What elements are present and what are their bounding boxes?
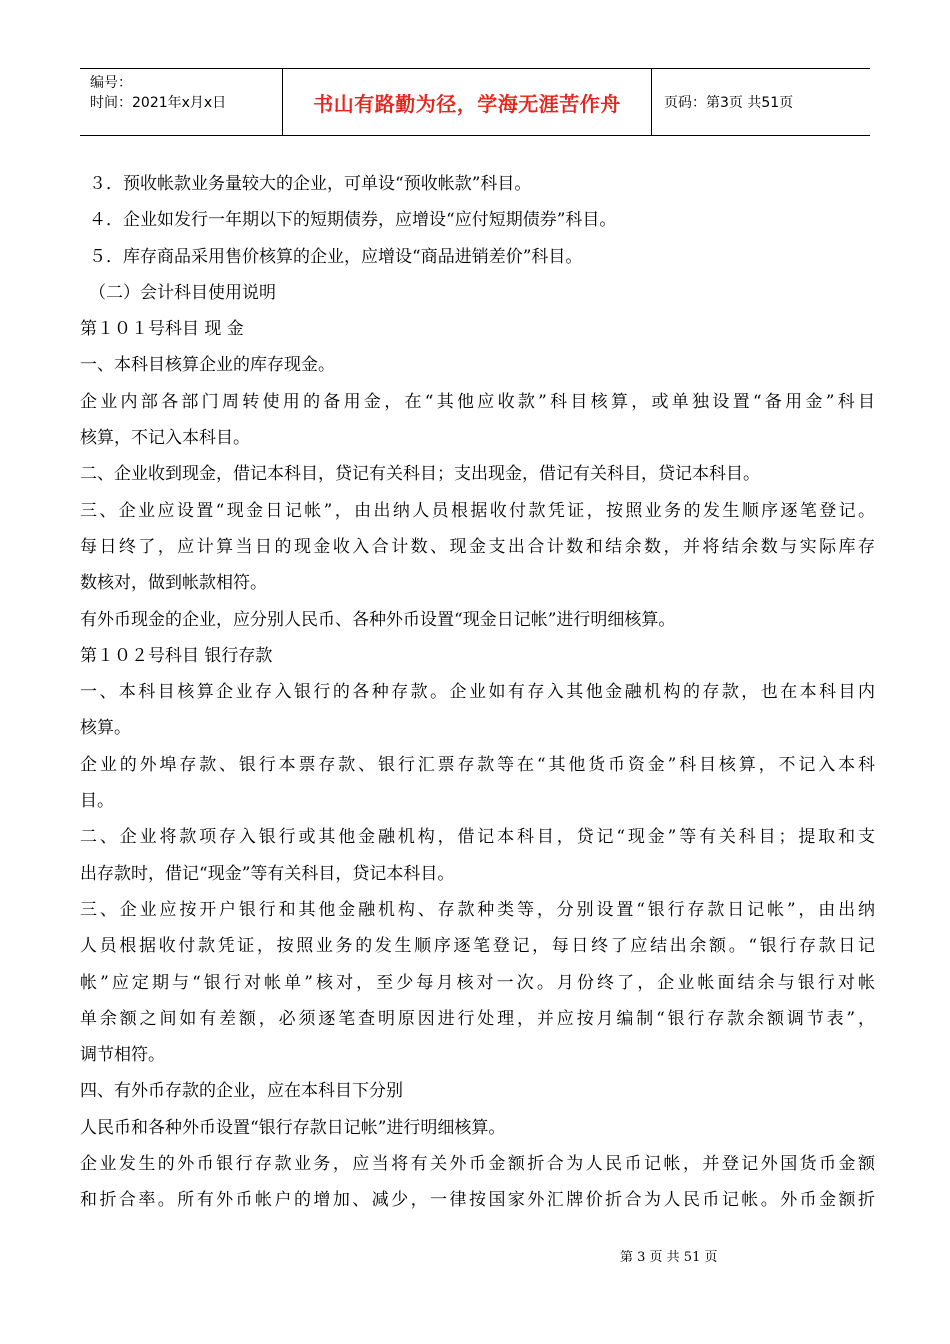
paragraph-line: 企业的外埠存款、银行本票存款、银行汇票存款等在“其他货币资金”科目核算，不记入本科: [80, 754, 875, 775]
header-meta: [80, 69, 282, 135]
paragraph-line: 数核对，做到帐款相符。: [80, 573, 267, 594]
paragraph-line: 每日终了，应计算当日的现金收入合计数、现金支出合计数和结余数，并将结余数与实际库存: [80, 536, 875, 557]
paragraph-line: 有外币现金的企业，应分别人民币、各种外币设置“现金日记帐”进行明细核算。: [80, 609, 676, 630]
paragraph-line: 四、有外币存款的企业，应在本科目下分别: [80, 1081, 403, 1102]
time-label: 时间：2021年x月x日: [90, 95, 227, 111]
paragraph-line: ５．库存商品采用售价核算的企业，应增设“商品进销差价”科目。: [89, 246, 583, 267]
footer-page-number: 第 3 页 共 51 页: [620, 1250, 718, 1265]
paragraph-line: 调节相符。: [80, 1045, 165, 1066]
paragraph-line: 企业内部各部门周转使用的备用金，在“其他应收款”科目核算，或单独设置“备用金”科目: [80, 391, 875, 412]
section-heading: （二）会计科目使用说明: [89, 282, 276, 303]
paragraph-line: 三、企业应设置“现金日记帐”，由出纳人员根据收付款凭证，按照业务的发生顺序逐笔登记。: [80, 500, 875, 521]
paragraph-line: 三、企业应按开户银行和其他金融机构、存款种类等，分别设置“银行存款日记帐”，由出纳: [80, 899, 875, 920]
body-text: [80, 166, 875, 1219]
paragraph-line: 出存款时，借记“现金”等有关科目，贷记本科目。: [80, 863, 455, 884]
motto-text: 书山有路勤为径，学海无涯苦作舟: [313, 91, 621, 116]
paragraph-line: 核算。: [80, 718, 131, 739]
paragraph-line: 核算，不记入本科目。: [80, 428, 250, 449]
paragraph-line: 目。: [80, 791, 114, 812]
paragraph-line: ３．预收帐款业务量较大的企业，可单设“预收帐款”科目。: [89, 174, 532, 194]
paragraph-line: 一、本科目核算企业的库存现金。: [80, 355, 335, 376]
paragraph-line: 人员根据收付款凭证，按照业务的发生顺序逐笔登记，每日终了应结出余额。“银行存款日记: [80, 936, 875, 957]
paragraph-line: 一、本科目核算企业存入银行的各种存款。企业如有存入其他金融机构的存款，也在本科目内: [80, 682, 875, 703]
paragraph-line: 和折合率。所有外币帐户的增加、减少，一律按国家外汇牌价折合为人民币记帐。外币金额折: [80, 1190, 875, 1211]
header-motto: [282, 69, 652, 135]
paragraph-line: 二、企业将款项存入银行或其他金融机构，借记本科目，贷记“现金”等有关科目；提取和支: [80, 827, 875, 848]
paragraph-line: 企业发生的外币银行存款业务，应当将有关外币金额折合为人民币记帐，并登记外国货币金额: [80, 1154, 875, 1175]
paragraph-line: ４．企业如发行一年期以下的短期债券，应增设“应付短期债券”科目。: [89, 210, 617, 231]
paragraph-line: 单余额之间如有差额，必须逐笔查明原因进行处理，并应按月编制“银行存款余额调节表”，: [80, 1008, 875, 1029]
paragraph-line: 帐”应定期与“银行对帐单”核对，至少每月核对一次。月份终了，企业帐面结余与银行对帐: [80, 972, 875, 993]
account-heading: 第１０２号科目 银行存款: [80, 645, 273, 666]
page-header: [80, 68, 870, 136]
account-heading: 第１０１号科目 现 金: [80, 319, 244, 340]
page-footer: [620, 1246, 820, 1265]
header-page-number: [652, 69, 870, 135]
paragraph-line: 人民币和各种外币设置“银行存款日记帐”进行明细核算。: [80, 1117, 506, 1138]
code-label: 编号：: [90, 75, 132, 91]
page-number-label: 页码：第3页 共51页: [664, 95, 794, 111]
paragraph-line: 二、企业收到现金，借记本科目，贷记有关科目；支出现金，借记有关科目，贷记本科目。: [80, 464, 760, 485]
